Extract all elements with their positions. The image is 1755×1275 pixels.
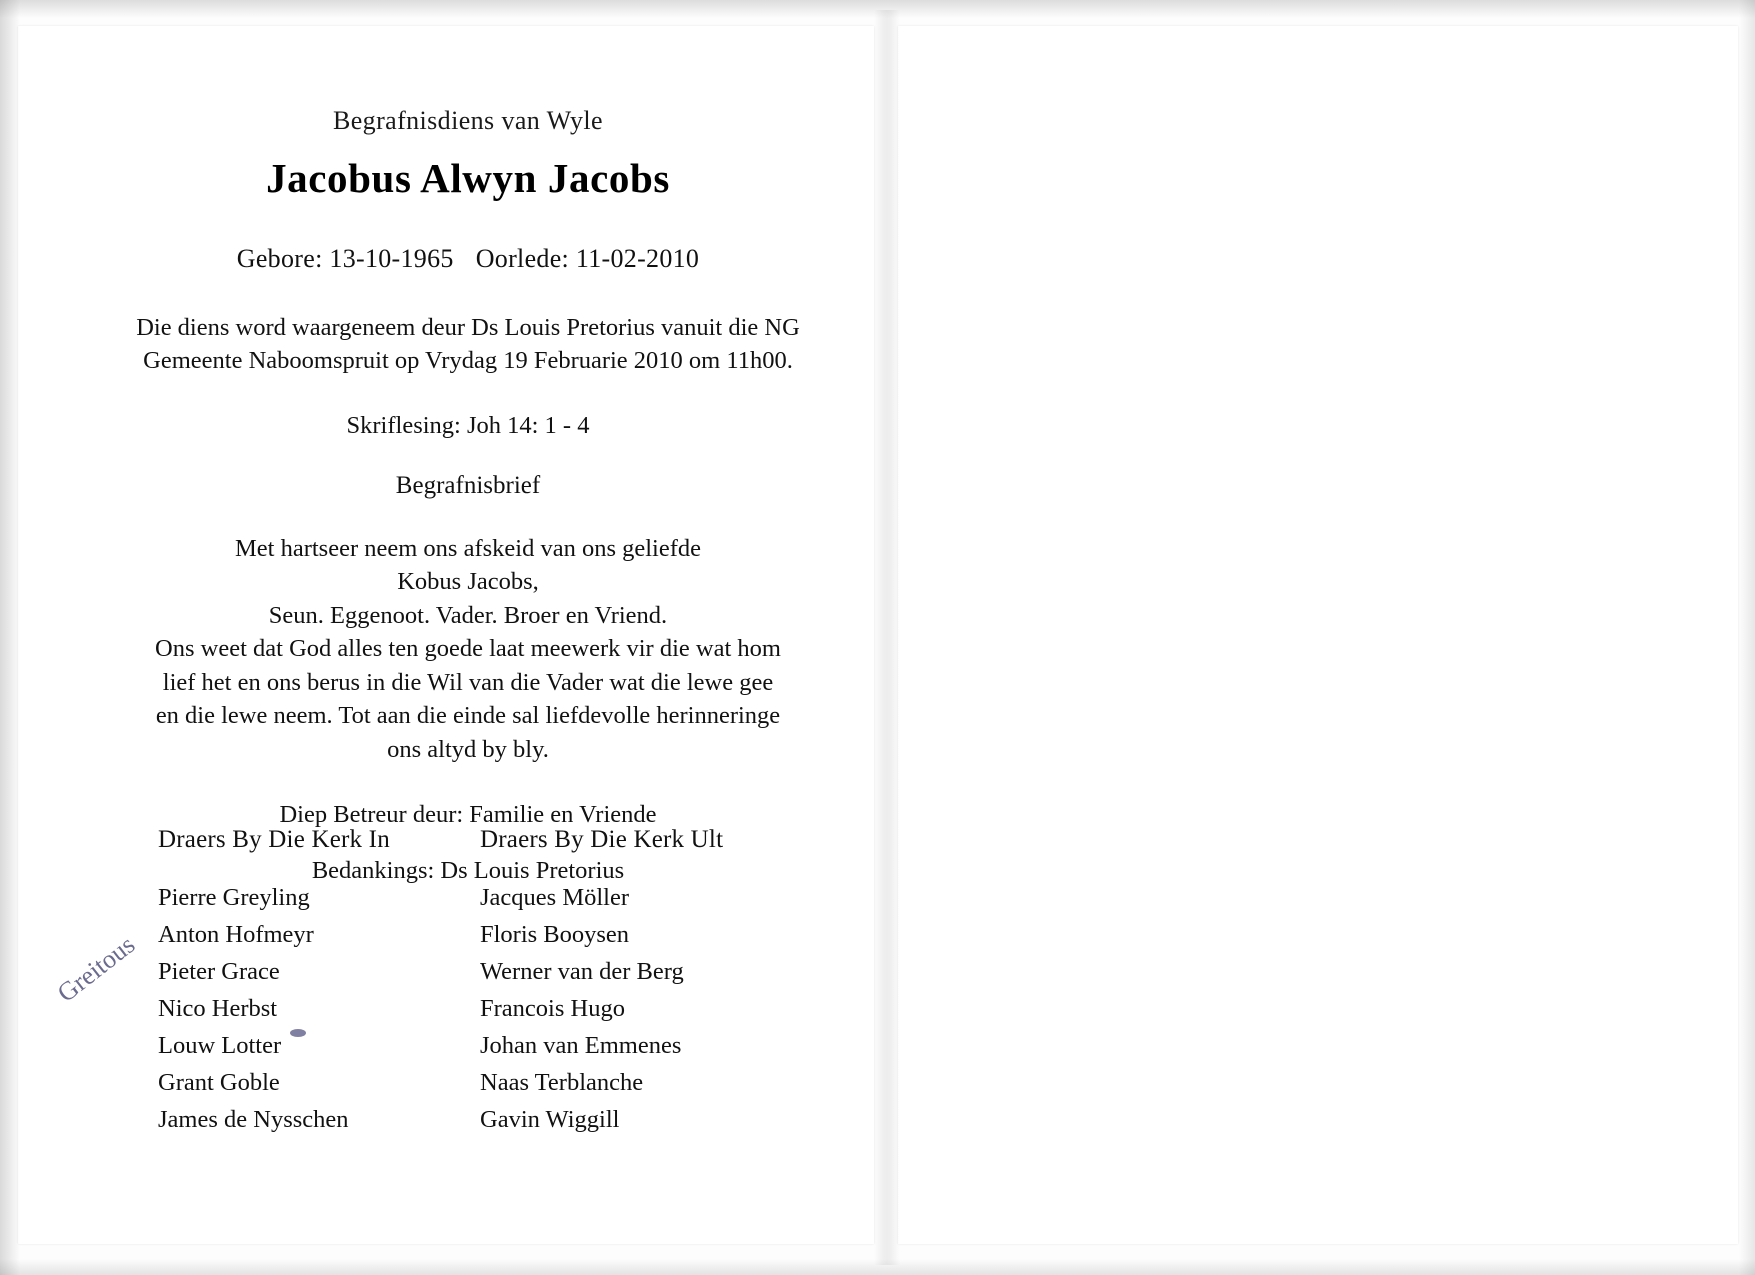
scan-edge-top (0, 0, 1755, 18)
list-item: Anton Hofmeyr (158, 920, 314, 948)
list-item: James de Nysschen (158, 1105, 349, 1133)
deceased-name: Jacobus Alwyn Jacobs (266, 155, 670, 201)
scripture-reading: Skriflesing: Joh 14: 1 - 4 (346, 411, 590, 439)
mourners-line: Diep Betreur deur: Familie en Vriende (279, 800, 657, 828)
list-item: Johan van Emmenes (480, 1031, 682, 1059)
funeral-subtitle: Begrafnisdiens van Wyle (333, 106, 603, 135)
page-fold-shadow (874, 10, 900, 1265)
birth-date: Gebore: 13-10-1965 (236, 244, 454, 273)
list-item: Grant Goble (158, 1068, 280, 1096)
bearers-in-heading: Draers By Die Kerk In (158, 826, 390, 853)
scan-edge-left (0, 0, 20, 1275)
bearers-in-column (158, 826, 480, 1142)
pallbearer-columns (158, 826, 878, 1142)
list-item: Gavin Wiggill (480, 1105, 620, 1133)
bearers-out-heading: Draers By Die Kerk Ult (480, 826, 724, 853)
handwritten-annotation: Greitous (51, 929, 141, 1008)
left-page-content (118, 106, 818, 919)
scan-edge-bottom (0, 1259, 1755, 1275)
right-page (898, 26, 1738, 1244)
list-item: Louw Lotter (158, 1031, 282, 1059)
list-item: Pierre Greyling (158, 884, 310, 911)
bearers-out-list (480, 884, 802, 1133)
death-date: Oorlede: 11-02-2010 (475, 244, 700, 273)
list-item: Naas Terblanche (480, 1068, 644, 1096)
list-item: Pieter Grace (158, 957, 280, 985)
list-item: Francois Hugo (480, 994, 625, 1022)
bearers-in-list (158, 884, 480, 1133)
left-page (18, 26, 874, 1244)
letter-heading: Begrafnisbrief (395, 471, 541, 499)
service-details: Die diens word waargeneem deur Ds Louis Pretorius vanuit die NG Gemeente Naboomspruit op Vrydag 19 Februarie 2010 om 11h00. (136, 314, 800, 374)
thanks-line: Bedankings: Ds Louis Pretorius (311, 856, 625, 884)
list-item: Nico Herbst (158, 994, 278, 1022)
list-item: Floris Booysen (480, 920, 630, 948)
scan-edge-right (1739, 0, 1755, 1275)
life-dates (118, 244, 818, 274)
ink-mark (290, 1029, 306, 1037)
bearers-out-column (480, 826, 802, 1142)
list-item: Jacques Möller (480, 884, 629, 911)
list-item: Werner van der Berg (480, 957, 684, 985)
funeral-letter: Met hartseer neem ons afskeid van ons geliefde Kobus Jacobs, Seun. Eggenoot. Vader. Broer en Vriend. Ons weet dat God alles ten goede laat meewerk vir die wat hom lief het en ons berus in die Wil van die Vader wat die lewe gee en die lewe neem. Tot aan die einde sal liefdevolle herinneringe ons altyd by bly. (155, 534, 781, 764)
